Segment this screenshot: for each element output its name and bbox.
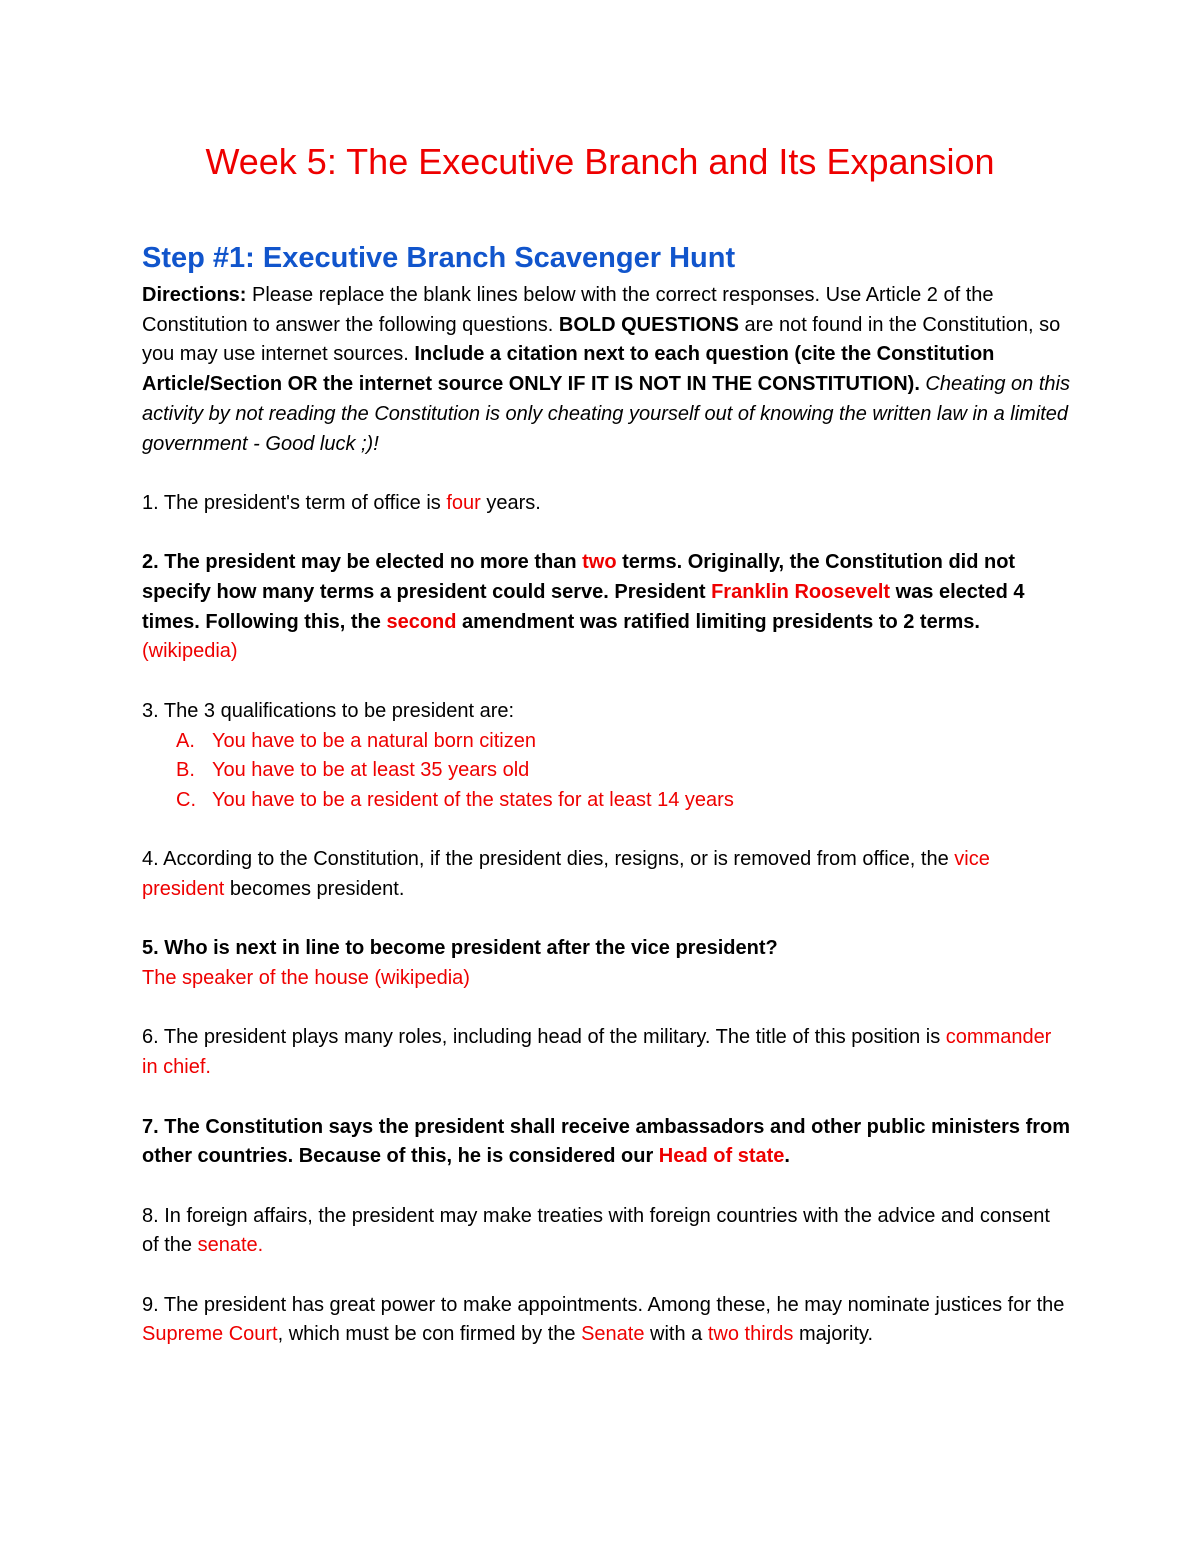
question-9: [142, 1291, 1072, 1350]
directions-bold-1: BOLD QUESTIONS: [558, 313, 739, 336]
q9-text-2: , which must be con firmed by the: [277, 1323, 582, 1346]
q2-text-4: amendment was ratified limiting presidents to 2 terms.: [456, 610, 980, 633]
directions-italic: Cheating on this activity by not reading the Constitution is only cheating yourself out of knowing the written law in a limited government - Good luck ;)!: [142, 373, 1070, 455]
q7-text-end: .: [784, 1145, 790, 1168]
q2-text-3: was elected 4 times. Following this, the: [142, 581, 1025, 633]
q2-answer-2: Franklin Roosevelt: [711, 581, 891, 603]
question-8: [142, 1202, 1072, 1261]
q4-text-end: becomes president.: [224, 878, 405, 900]
page-title: Week 5: The Executive Branch and Its Expansion: [205, 141, 995, 182]
q9-answer-3: two thirds: [707, 1323, 794, 1346]
q9-answer-1: Supreme Court: [142, 1323, 278, 1346]
qualification-text: You have to be at least 35 years old: [212, 759, 530, 782]
q9-text-4: majority.: [793, 1323, 874, 1346]
q9-answer-2: Senate: [581, 1323, 645, 1346]
q6-text: 6. The president plays many roles, including head of the military. The title of this position is: [142, 1026, 946, 1049]
qualification-text: You have to be a resident of the states for at least 14 years: [212, 788, 734, 811]
question-7: [142, 1113, 1072, 1172]
q9-text-1: 9. The president has great power to make appointments. Among these, he may nominate justices for the: [142, 1293, 1065, 1316]
question-5: [142, 934, 1072, 993]
q2-answer-3: second: [386, 610, 457, 633]
q1-text-end: years.: [480, 491, 541, 514]
q5-answer: The speaker of the house (wikipedia): [142, 967, 470, 990]
qualification-text: You have to be a natural born citizen: [212, 729, 536, 752]
q5-question: 5. Who is next in line to become president after the vice president?: [142, 937, 778, 960]
question-1: [142, 489, 1072, 519]
q1-text: 1. The president's term of office is: [142, 491, 447, 514]
q1-answer: four: [446, 491, 481, 514]
q4-text: 4. According to the Constitution, if the president dies, resigns, or is removed from office, the: [142, 848, 955, 871]
qualification-item: [142, 756, 1072, 786]
step-heading: Step #1: Executive Branch Scavenger Hunt: [142, 242, 736, 274]
directions-label: Directions:: [142, 284, 247, 306]
q2-text-2: terms. Originally, the Constitution did not specify how many terms a president could serve. President: [142, 551, 1016, 603]
question-3: [142, 697, 1072, 816]
directions-paragraph: [142, 281, 1072, 459]
question-4: [142, 845, 1072, 904]
q7-text: 7. The Constitution says the president shall receive ambassadors and other public ministers from other countries. Because of this, he is considered our: [142, 1115, 1071, 1168]
qualification-item: [142, 786, 1072, 816]
directions-text-2: are not found in the Constitution, so you may use internet sources.: [142, 313, 1061, 366]
qualifications-list: [142, 727, 1072, 816]
question-6: [142, 1023, 1072, 1082]
qualification-letter: B.: [176, 759, 195, 782]
q7-answer: Head of state: [658, 1145, 785, 1168]
qualification-letter: C.: [176, 788, 196, 811]
q9-text-3: with a: [644, 1323, 708, 1346]
qualification-item: [142, 727, 1072, 757]
directions-text-1: Please replace the blank lines below with the correct responses. Use Article 2 of the Constitution to answer the following questions.: [142, 284, 994, 336]
document-body: [142, 281, 1072, 1380]
q2-answer-1: two: [582, 551, 617, 574]
q4-answer: vice president: [142, 848, 990, 900]
q3-text: 3. The 3 qualifications to be president are:: [142, 699, 515, 722]
q6-answer: commander in chief.: [142, 1026, 1052, 1079]
question-2: [142, 548, 1072, 637]
directions-bold-2: Include a citation next to each question (cite the Constitution Article/Section OR the internet source ONLY IF IT IS NOT IN THE CONSTITUTION).: [142, 343, 995, 396]
q2-text-1: 2. The president may be elected no more than: [142, 551, 583, 574]
q8-text: 8. In foreign affairs, the president may make treaties with foreign countries with the advice and consent of the: [142, 1204, 1050, 1257]
q8-answer: senate.: [197, 1234, 264, 1257]
q2-citation: (wikipedia): [142, 640, 238, 663]
qualification-letter: A.: [176, 729, 195, 752]
